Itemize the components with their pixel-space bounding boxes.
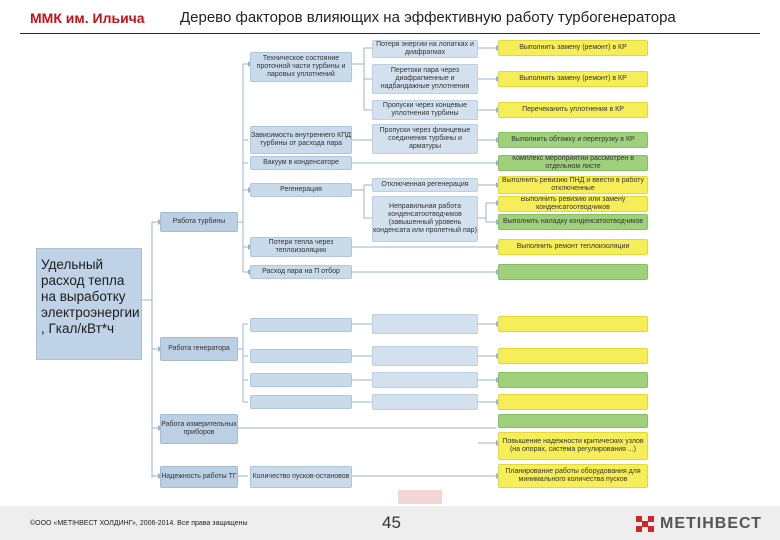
copyright-text: ©ООО «МЕТІНВЕСТ ХОЛДИНГ», 2006-2014. Все права защищены [30, 520, 248, 527]
decorative-patch [398, 490, 442, 504]
factor-tg-reliability: Надежность работы ТГ [160, 466, 238, 488]
action-6: Выполнить ревизию ПНД и ввести в работу отключенные [498, 176, 648, 194]
cause-flange-leakage: Пропуски через фланцевые соединения турбины и арматуры [372, 124, 478, 154]
factor-generator-operation: Работа генератора [160, 337, 238, 361]
factor-start-stop-count: Количество пусков-остановов [250, 466, 352, 488]
cause-regeneration-off: Отключенная регенерация [372, 178, 478, 192]
action-13 [498, 372, 648, 388]
factor-condenser-vacuum: Вакуум в конденсаторе [250, 156, 352, 170]
action-15 [498, 414, 648, 428]
brand-name: МЕТІНВЕСТ [660, 515, 762, 532]
generator-cause-4 [372, 394, 478, 410]
generator-subfactor-2 [250, 349, 352, 363]
action-8: Выполнить наладку конденсатоотводчиков [498, 214, 648, 230]
company-name: ММК им. Ильича [30, 10, 145, 26]
factor-insulation-heat-loss: Потери тепла через теплоизоляцию [250, 237, 352, 257]
factor-measuring-instruments: Работа измерительных приборов [160, 414, 238, 444]
root-node-specific-heat-rate: Удельный расход тепла на выработку электроэнергии , Гкал/кВт*ч [36, 248, 142, 360]
action-5: Комплекс мероприятий рассмотрен в отдельном листе [498, 155, 648, 171]
brand-logo [636, 515, 762, 533]
action-16: Повышение надежности критических узлов (на опорах, система регулирования ...) [498, 432, 648, 460]
cause-diaphragm-leakage: Перетоки пара через диафрагменные и надбандажные уплотнения [372, 64, 478, 94]
generator-subfactor-4 [250, 395, 352, 409]
factor-internal-efficiency: Зависимость внутреннего КПД турбины от расхода пара [250, 126, 352, 154]
action-14 [498, 394, 648, 410]
action-2: Выполнить замену (ремонт) в КР [498, 71, 648, 87]
generator-cause-2 [372, 346, 478, 366]
action-3: Перечеканить уплотнения в КР [498, 102, 648, 118]
action-11 [498, 316, 648, 332]
factor-turbine-operation: Работа турбины [160, 212, 238, 232]
action-1: Выполнить замену (ремонт) в КР [498, 40, 648, 56]
factor-steam-extraction: Расход пара на П отбор [250, 265, 352, 279]
generator-subfactor-3 [250, 373, 352, 387]
cause-blade-losses: Потеря энергии на лопатках и диафрагмах [372, 40, 478, 58]
action-12 [498, 348, 648, 364]
action-9: Выполнить ремонт теплоизоляции [498, 239, 648, 255]
metinvest-logo-icon [636, 516, 654, 532]
cause-end-seal-leakage: Пропуски через концевые уплотнения турбины [372, 100, 478, 120]
generator-subfactor-1 [250, 318, 352, 332]
action-7: Выполнить ревизию или замену конденсатоотводчиков [498, 196, 648, 212]
action-10 [498, 264, 648, 280]
cause-condensate-traps: Неправильная работа конденсатоотводчиков (завышенный уровень конденсата или пролетный пар) [372, 196, 478, 242]
action-17: Планирование работы оборудования для минимального количества пусков [498, 464, 648, 488]
factor-flow-path-condition: Техническое состояние проточной части турбины и паровых уплотнений [250, 52, 352, 82]
action-4: Выполнить обтяжку и перегрузку в КР [498, 132, 648, 148]
factor-regeneration: Регенерация [250, 183, 352, 197]
page-number: 45 [382, 513, 401, 532]
page-title: Дерево факторов влияющих на эффективную работу турбогенератора [180, 9, 676, 26]
generator-cause-1 [372, 314, 478, 334]
generator-cause-3 [372, 372, 478, 388]
